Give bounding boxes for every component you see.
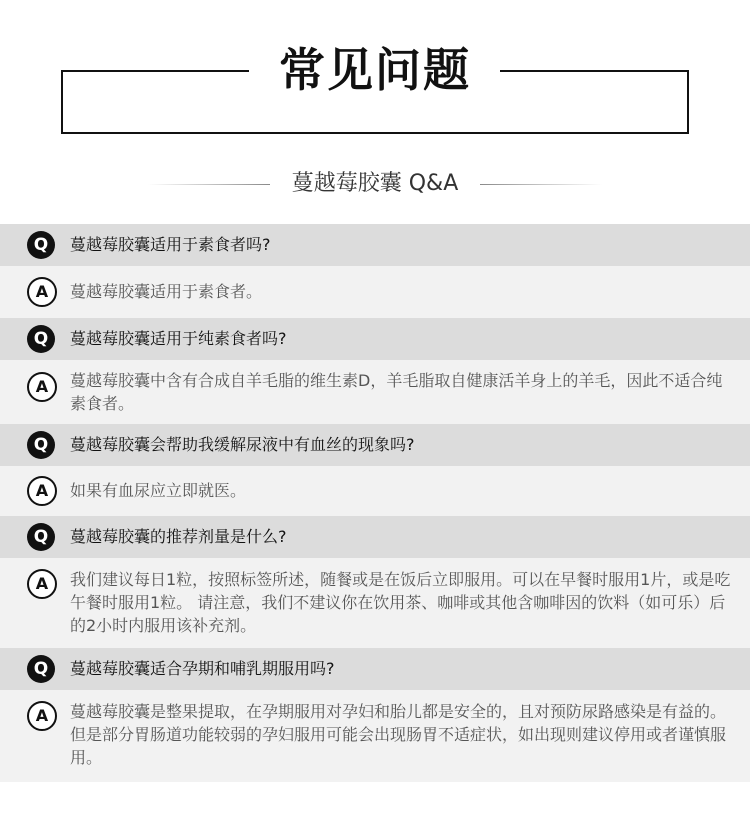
q-icon: Q <box>27 431 55 459</box>
faq-question: 蔓越莓胶囊适用于纯素食者吗? <box>70 329 287 348</box>
faq-answer-row <box>0 558 750 648</box>
faq-answer-row <box>0 466 750 516</box>
q-icon: Q <box>27 655 55 683</box>
faq-question: 蔓越莓胶囊会帮助我缓解尿液中有血丝的现象吗? <box>70 435 415 454</box>
faq-answer: 蔓越莓胶囊适用于素食者。 <box>70 282 263 301</box>
subtitle: 蔓越莓胶囊 Q&A <box>291 171 459 196</box>
faq-question-row <box>0 648 750 690</box>
q-icon: Q <box>27 325 55 353</box>
faq-answer: 如果有血尿应立即就医。 <box>70 481 247 500</box>
a-icon: A <box>27 701 57 731</box>
q-icon: Q <box>27 523 55 551</box>
faq-question-row <box>0 424 750 466</box>
faq-answer: 蔓越莓胶囊是整果提取，在孕期服用对孕妇和胎儿都是安全的，且对预防尿路感染是有益的。但是部分胃肠道功能较弱的孕妇服用可能会出现肠胃不适症状，如出现则建议停用或者谨慎服用。 <box>70 702 727 767</box>
a-icon: A <box>27 372 57 402</box>
q-icon: Q <box>27 231 55 259</box>
faq-question-row <box>0 516 750 558</box>
faq-answer: 我们建议每日1粒，按照标签所述，随餐或是在饭后立即服用。可以在早餐时服用1片，或是吃午餐时服用1粒。 请注意，我们不建议你在饮用茶、咖啡或其他含咖啡因的饮料（如可乐）后的2小时内服用该补充剂。 <box>70 570 731 635</box>
a-icon: A <box>27 277 57 307</box>
faq-question-row <box>0 318 750 360</box>
faq-question: 蔓越莓胶囊的推荐剂量是什么? <box>70 527 287 546</box>
faq-answer-row <box>0 266 750 318</box>
faq-answer-row <box>0 360 750 424</box>
faq-question: 蔓越莓胶囊适合孕期和哺乳期服用吗? <box>70 659 335 678</box>
subtitle-row <box>0 168 750 200</box>
subtitle-divider-right <box>480 184 602 185</box>
a-icon: A <box>27 476 57 506</box>
a-icon: A <box>27 569 57 599</box>
page-title: 常见问题 <box>279 43 471 97</box>
faq-answer-row <box>0 690 750 782</box>
subtitle-divider-left <box>148 184 270 185</box>
faq-answer: 蔓越莓胶囊中含有合成自羊毛脂的维生素D，羊毛脂取自健康活羊身上的羊毛，因此不适合纯素食者。 <box>70 371 723 413</box>
faq-question: 蔓越莓胶囊适用于素食者吗? <box>70 235 271 254</box>
faq-question-row <box>0 224 750 266</box>
